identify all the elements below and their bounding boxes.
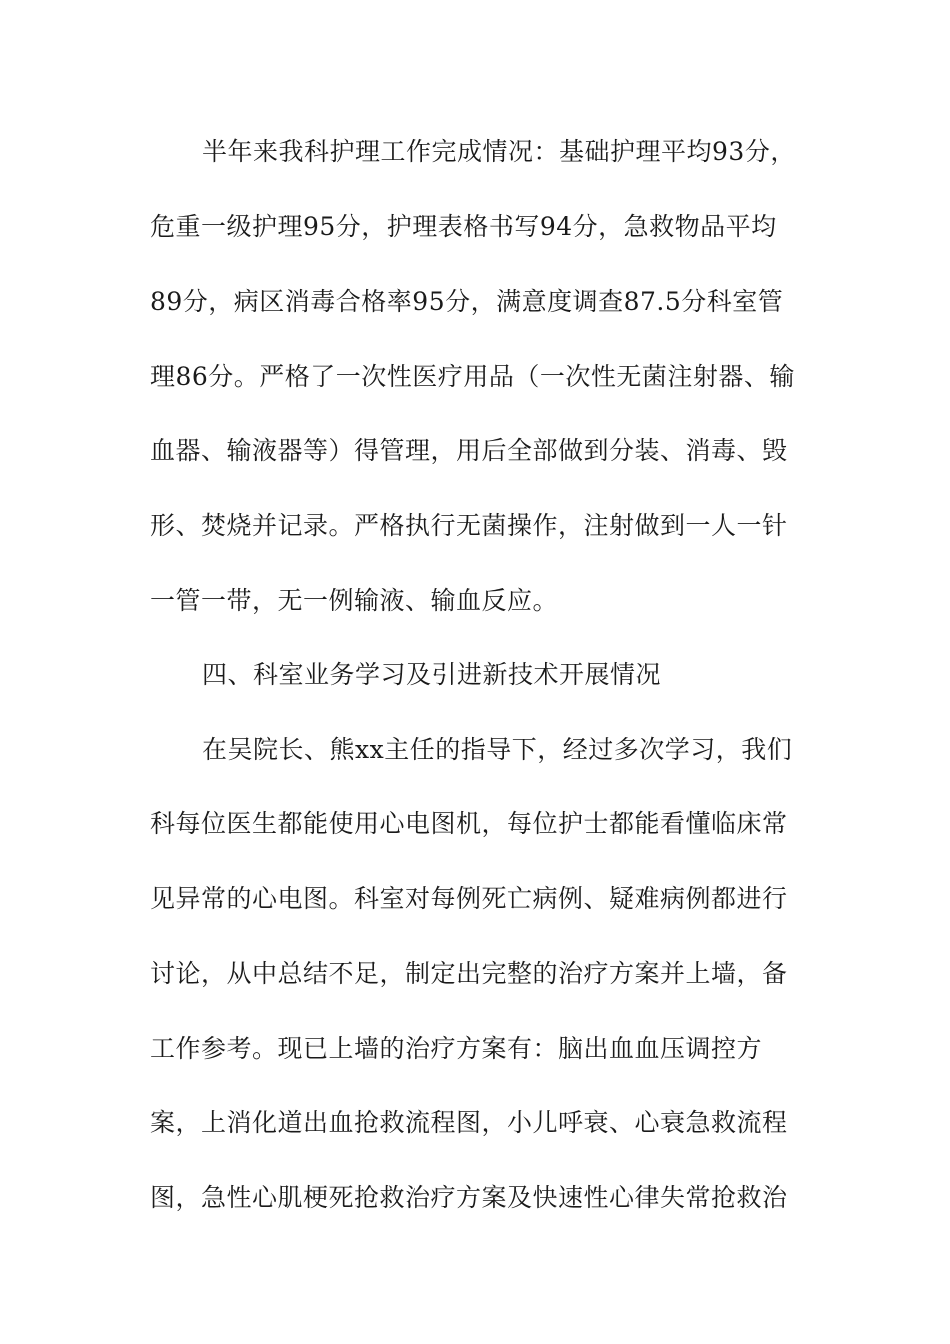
text-line: 图，急性心肌梗死抢救治疗方案及快速性心律失常抢救治 [150, 1183, 788, 1212]
text-line: 半年来我科护理工作完成情况：基础护理平均93分， [202, 137, 796, 166]
text-line: 科每位医生都能使用心电图机，每位护士都能看懂临床常 [150, 809, 788, 838]
text-line: 一管一带，无一例输液、输血反应。 [150, 586, 559, 615]
text-line: 理86分。严格了一次性医疗用品（一次性无菌注射器、输 [150, 362, 795, 391]
text-line: 形、焚烧并记录。严格执行无菌操作，注射做到一人一针 [150, 511, 788, 540]
text-line: 危重一级护理95分，护理表格书写94分，急救物品平均 [150, 212, 777, 241]
section-heading: 四、科室业务学习及引进新技术开展情况 [202, 660, 662, 689]
text-line: 讨论，从中总结不足，制定出完整的治疗方案并上墙，备 [150, 959, 788, 988]
text-line: 见异常的心电图。科室对每例死亡病例、疑难病例都进行 [150, 884, 788, 913]
text-line: 血器、输液器等）得管理，用后全部做到分装、消毒、毁 [150, 436, 788, 465]
text-line: 案，上消化道出血抢救流程图，小儿呼衰、心衰急救流程 [150, 1108, 788, 1137]
text-line: 工作参考。现已上墙的治疗方案有：脑出血血压调控方 [150, 1034, 763, 1063]
text-line: 在吴院长、熊xx主任的指导下，经过多次学习，我们 [202, 735, 793, 764]
text-line: 89分，病区消毒合格率95分，满意度调查87.5分科室管 [150, 287, 784, 316]
